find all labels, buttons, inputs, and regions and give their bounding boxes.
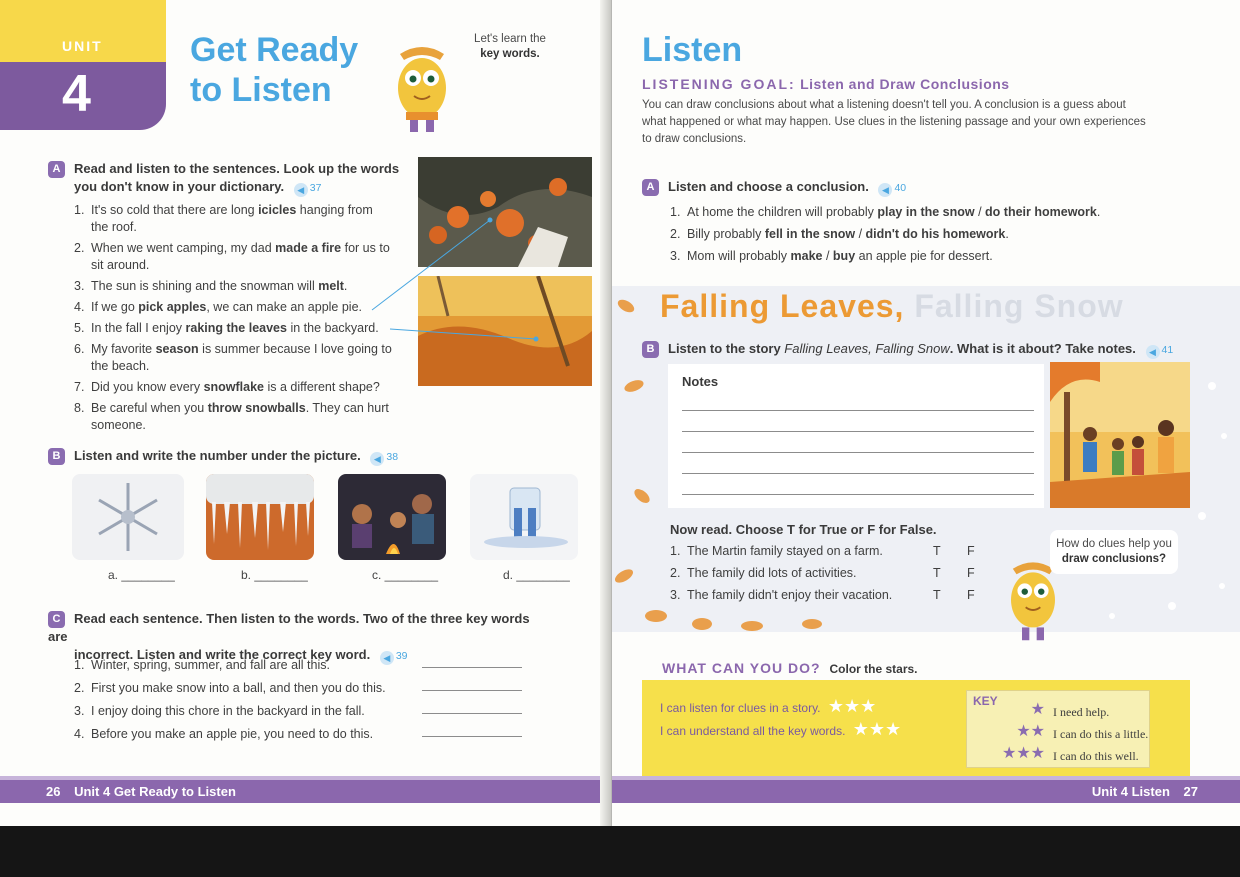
key-label: KEY — [973, 694, 998, 708]
read-instruction: Now read. Choose T for True or F for False. — [670, 522, 937, 537]
tf-number: 3. — [670, 588, 681, 602]
list-item[interactable]: 3. Mom will probably make / buy an apple pie for dessert. — [670, 249, 993, 263]
right-page-title: Listen — [642, 31, 743, 69]
photo-melting-snowman — [470, 474, 578, 560]
true-option[interactable]: T — [933, 566, 941, 580]
right-section-a-badge: A — [642, 179, 659, 196]
true-option[interactable]: T — [933, 544, 941, 558]
left-page — [0, 0, 608, 826]
caption-d: d. ________ — [503, 568, 570, 582]
section-a-badge: A — [48, 161, 65, 178]
unit-number: 4 — [62, 65, 91, 123]
audio-track-40[interactable]: ◀ 40 — [878, 179, 906, 197]
list-item[interactable]: 1. At home the children will probably play in the snow / do their homework. — [670, 205, 1101, 219]
right-footer — [612, 780, 1240, 803]
speech-bubble-text: How do clues help you draw conclusions? — [1056, 538, 1172, 565]
caption-a: a. ________ — [108, 568, 175, 582]
mascot-speech: Let's learn the key words. — [474, 33, 546, 60]
notes-card[interactable] — [668, 364, 1044, 508]
key-stars: ★ ★★ ★★★ — [1001, 701, 1045, 762]
footer-text: Unit 4 Listen — [1091, 784, 1170, 799]
section-c-list — [74, 654, 434, 746]
tf-statement: The family did lots of activities. — [687, 566, 857, 580]
list-item: 1. It's so cold that there are long icicles hanging from the roof. — [74, 203, 373, 234]
list-item[interactable]: 2. Billy probably fell in the snow / didn't do his homework. — [670, 227, 1009, 241]
right-section-a-list — [670, 201, 1190, 267]
unit-label: UNIT — [62, 38, 103, 54]
answer-line-4[interactable] — [422, 736, 522, 737]
list-item: 4. If we go pick apples, we can make an apple pie. — [74, 300, 362, 314]
audio-track-37[interactable]: ◀ 37 — [294, 179, 322, 197]
photo-campfire — [338, 474, 446, 560]
mascot-illustration — [386, 40, 458, 134]
speaker-icon: ◀ — [370, 452, 384, 466]
connector-lines — [360, 200, 560, 350]
list-item: 5. In the fall I enjoy raking the leaves in the backyard. — [74, 321, 379, 335]
story-title: Falling Leaves, Falling Snow — [660, 288, 1124, 324]
story-illustration-family — [1050, 362, 1190, 508]
page-number: 27 — [1183, 784, 1198, 799]
speaker-icon: ◀ — [878, 183, 892, 197]
list-item: 2. First you make snow into a ball, and then you do this. — [74, 681, 386, 695]
listening-goal-heading: LISTENING GOAL: Listen and Draw Conclusions — [642, 76, 1010, 92]
tf-statement: The family didn't enjoy their vacation. — [687, 588, 893, 602]
tf-number: 2. — [670, 566, 681, 580]
list-item: 2. When we went camping, my dad made a fire for us to sit around. — [74, 241, 390, 272]
speaker-icon: ◀ — [294, 183, 308, 197]
photo-snowflake — [72, 474, 184, 560]
right-section-b-instruction: B Listen to the story Falling Leaves, Falling Snow. What is it about? Take notes. ◀ 41 — [642, 340, 1202, 359]
list-item: 7. Did you know every snowflake is a different shape? — [74, 380, 380, 394]
answer-line-1[interactable] — [422, 667, 522, 668]
star-key — [966, 690, 1150, 768]
can-do-item-1: I can listen for clues in a story. ★★★ — [660, 696, 877, 716]
background-table — [0, 826, 1240, 877]
audio-track-39[interactable]: ◀ 39 — [380, 647, 408, 665]
right-section-b-badge: B — [642, 341, 659, 358]
star-icon[interactable]: ★★★ — [827, 696, 877, 716]
caption-c: c. ________ — [372, 568, 439, 582]
star-icon[interactable]: ★★★ — [852, 719, 902, 739]
section-b-badge: B — [48, 448, 65, 465]
audio-track-41[interactable]: ◀ 41 — [1146, 341, 1174, 359]
right-section-a-instruction: A Listen and choose a conclusion. ◀ 40 — [642, 178, 1042, 197]
list-item: 1. Winter, spring, summer, and fall are all this. — [74, 658, 330, 672]
unit-tab — [0, 0, 166, 130]
section-c-instruction: C Read each sentence. Then listen to the words. Two of the three key words are incorrect. Listen and write the correct key word. ◀ 39 — [48, 611, 530, 663]
listening-goal-body: You can draw conclusions about what a listening doesn't tell you. A conclusion is a guess about what happened or what may happen. Use clues in the listening passage and your own experiences to draw conclusions. — [642, 99, 1146, 145]
key-descriptions: I need help. I can do this a little. I can do this well. — [1053, 705, 1149, 763]
list-item: 3. I enjoy doing this chore in the backyard in the fall. — [74, 704, 365, 718]
list-item: 6. My favorite season is summer because I love going to the beach. — [74, 342, 392, 373]
true-option[interactable]: T — [933, 588, 941, 602]
list-item: 4. Before you make an apple pie, you need to do this. — [74, 727, 374, 741]
wcyd-heading: WHAT CAN YOU DO? Color the stars. — [662, 660, 918, 676]
section-c-badge: C — [48, 611, 65, 628]
tf-statement: The Martin family stayed on a farm. — [687, 544, 883, 558]
page-number: 26 — [46, 784, 61, 799]
section-b-instruction: B Listen and write the number under the picture. ◀ 38 — [48, 447, 448, 466]
footer-text: Unit 4 Get Ready to Listen — [74, 784, 236, 799]
can-do-item-2: I can understand all the key words. ★★★ — [660, 719, 902, 739]
false-option[interactable]: F — [967, 566, 975, 580]
page-title: Get Ready to Listen — [190, 31, 359, 109]
speaker-icon: ◀ — [380, 651, 394, 665]
caption-b: b. ________ — [241, 568, 308, 582]
notes-label: Notes — [682, 374, 719, 389]
tf-number: 1. — [670, 544, 681, 558]
section-a-instruction: A Read and listen to the sentences. Look up the words you don't know in your dictionary. ◀ 37 — [48, 160, 408, 197]
false-option[interactable]: F — [967, 588, 975, 602]
left-footer — [0, 780, 608, 803]
false-option[interactable]: F — [967, 544, 975, 558]
list-item: 3. The sun is shining and the snowman will melt. — [74, 279, 348, 293]
list-item: 8. Be careful when you throw snowballs. They can hurt someone. — [74, 401, 389, 432]
audio-track-38[interactable]: ◀ 38 — [370, 448, 398, 466]
speaker-icon: ◀ — [1146, 345, 1160, 359]
answer-line-3[interactable] — [422, 713, 522, 714]
answer-line-2[interactable] — [422, 690, 522, 691]
photo-icicles — [206, 474, 314, 560]
